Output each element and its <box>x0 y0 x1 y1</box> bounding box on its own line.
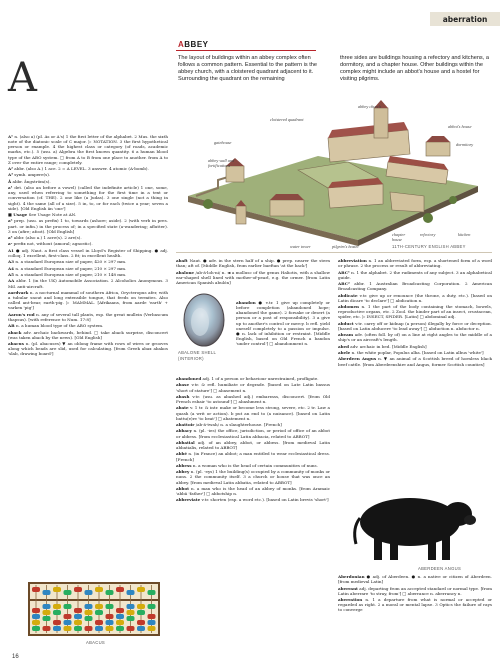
abacus-caption: ABACUS <box>86 640 106 645</box>
abacus-bead <box>53 626 61 631</box>
abacus-bead <box>106 626 114 631</box>
usage-note: ■ Usage See Usage Note at AN. <box>8 212 77 218</box>
abacus-bead <box>43 604 51 609</box>
abacus-bead <box>64 590 72 595</box>
abacus-bead <box>64 626 72 631</box>
abacus-bead <box>116 620 124 625</box>
aberdeen-angus-illustration <box>338 478 488 564</box>
pilgrims-hostel-shape <box>270 200 304 216</box>
abacus-bead <box>95 604 103 609</box>
label-gatehouse: gatehouse <box>214 140 232 145</box>
abacus-bead <box>74 626 82 631</box>
abacus-bead <box>148 620 156 625</box>
water-tower-shape <box>236 206 246 224</box>
label-dormitory: dormitory <box>456 142 474 147</box>
pilgrims-hostel-roof <box>270 194 304 200</box>
abacus-bead <box>43 626 51 631</box>
angus-leg <box>374 536 382 560</box>
abacus-bead <box>32 614 40 619</box>
guide-word: aberration <box>442 14 488 24</box>
entry: aardvark n. a nocturnal mammal of southern Africa, Orycteropus afer, with a tubular snout and long extensible tongue, that feeds on termites. Also called ant-bear, earth-pig. ▷ MAMMAL. [Afrikaans, from aarde 'earth' + varken 'pig'] <box>8 289 168 311</box>
entry: abandoned adj. 1 of a person or behaviour unrestrained, profligate. <box>176 376 319 381</box>
abacus-bead <box>53 604 61 609</box>
abacus-bead <box>95 626 103 631</box>
abacus-bead <box>32 587 40 592</box>
entry: abbatial adj. of an abbey, abbot, or abbess. [from medieval Latin abbatialis, related to ABBOT] <box>176 439 330 450</box>
entry: abdicate v.tr. give up or renounce (the throne, a duty, etc.). [based on Latin dicare 'to declare'] □ abdication n. <box>338 292 492 303</box>
gatehouse-shape <box>226 166 244 182</box>
abbey-intro-left: The layout of buildings within an abbey complex often follows a common pattern. Essential to the pattern is the abbey church, with a cloistered quadrant adjacent to it. Surrounding the quadrant on the remaining <box>178 55 317 82</box>
entry: abbreviation n. 1 an abbreviated form, esp. a shortened form of a word or phrase. 2 the process or result of abbreviating. <box>338 258 492 269</box>
abacus-bead <box>116 614 124 619</box>
abacus-bead <box>106 614 114 619</box>
dictionary-column-2-mid <box>236 300 330 348</box>
entry: A4 n. a standard European size of paper, 210 × 297 mm. <box>8 265 127 271</box>
abacus-bead <box>137 626 145 631</box>
label-abbey-church: abbey church <box>358 104 382 109</box>
dictionary-column-3-bottom <box>338 574 492 614</box>
label-abbots-house: abbot's house <box>448 124 472 129</box>
section-letter: A <box>8 55 37 101</box>
abacus-bead <box>116 608 124 613</box>
entry: Aaron's rod n. any of several tall plants, esp. the great mullein (Verbascum thapsus). [with reference to Num. 17:8] <box>8 311 168 322</box>
abacus-bead <box>43 616 51 621</box>
entry: abaft Naut. ● adv. in the stern half of a ship. ● prep. nearer the stern than; aft of. [Middle English, from earlier baeftan 'at the back'] <box>176 258 330 269</box>
entry: abase v.tr. & refl. humiliate or degrade. [based on Late Latin bassus 'short of stature'] □ abasement n. <box>176 382 330 393</box>
abbey-feature-title <box>178 40 209 49</box>
entry: abacus n. (pl. abacuses) ▼ an oblong frame with rows of wires or grooves along which beads are slid, used for calculating. [from Greek abax abakos 'slab, drawing board'] <box>8 341 168 357</box>
abacus-bead <box>116 626 124 631</box>
abacus-bead <box>85 590 93 595</box>
angus-leg <box>428 536 436 560</box>
abalone-caption: ABALONE SHELL (INTERIOR) <box>178 350 216 361</box>
entry: A3 n. a standard European size of paper, 420 × 297 mm. <box>8 259 127 265</box>
entry: abbreviate v.tr. shorten (esp. a word etc.). [based on Latin brevis 'short'] <box>176 497 329 503</box>
abacus-bead <box>53 610 61 615</box>
abacus-bead <box>127 590 135 595</box>
abacus-bead <box>95 587 103 592</box>
abacus-bead <box>85 616 93 621</box>
label-pilgrims-hostel: pilgrim's hostel <box>332 244 359 249</box>
angus-leg <box>390 538 398 560</box>
entry: abash v.tr. (usu. as abashed adj.) embarrass, disconcert. [from Old French esbair 'to astound'] □ abashment n. <box>176 393 330 404</box>
entry: A¹ n. (also a) (pl. As or A's) 1 the first letter of the alphabet. 2 Mus. the sixth note of the diatonic scale of C major. ▷ NOTATION. 3 the first hypothetical person or example. 4 the highest class or category (of roads, academic marks, etc.). 5 (usu. a) Algebra the first known quantity. 6 a human blood type of the ABO system. □ from A to B from one place to another. from A to Z over the entire range; completely. <box>8 134 168 165</box>
abacus-bead <box>137 620 145 625</box>
abacus-bead <box>127 604 135 609</box>
abbey-illustration <box>178 100 494 248</box>
abacus-bead <box>53 587 61 592</box>
abacus-bead <box>95 610 103 615</box>
entry: aback adv. archaic backwards, behind. □ take aback surprise, disconcert (was taken aback by the news). [Old English] <box>8 329 168 340</box>
guide-word-tab <box>430 12 500 26</box>
abacus-bead <box>32 626 40 631</box>
entry: abbess n. a woman who is the head of certain communities of nuns. <box>176 462 318 468</box>
entry: abbé n. (in France) an abbot; a man entitled to wear ecclesiastical dress. [French] <box>176 451 330 462</box>
abacus-bead <box>116 587 124 592</box>
abalone-shell-illustration <box>178 292 230 348</box>
abacus-bead <box>64 604 72 609</box>
abacus-bead <box>127 610 135 615</box>
entry: Aberdonian ● adj. of Aberdeen. ● n. a native or citizen of Aberdeen. [from medieval Latin] <box>338 574 492 585</box>
abacus-bead <box>85 604 93 609</box>
abbey-title-initial: A <box>178 40 185 49</box>
abbey-title-rest: BBEY <box>184 40 209 49</box>
dictionary-column-2-top <box>176 258 330 286</box>
label-cloistered-quadrant: cloistered quadrant <box>270 117 304 122</box>
abacus-bead <box>137 587 145 592</box>
abacus-bead <box>74 587 82 592</box>
abacus-bead <box>106 590 114 595</box>
abacus-bead <box>148 604 156 609</box>
entry: abed adv. archaic in bed. [Middle English] <box>338 343 427 349</box>
label-chapter-house: chapter house <box>392 232 406 242</box>
entry: abbot n. a man who is the head of an abbey of monks. [from Aramaic 'abbā 'father'] □ abbotship n. <box>176 485 331 496</box>
label-abbey-wall: abbey wall and fortifications <box>208 158 235 168</box>
abacus-bead <box>43 610 51 615</box>
page-header <box>0 0 500 26</box>
abacus-bead <box>137 604 145 609</box>
entry: Aberdeen Angus n. ▼ an animal of a Scottish breed of hornless black beef cattle. [from Aberdeenshire and Angus, former Scottish counties] <box>338 356 492 367</box>
abacus-bead <box>127 626 135 631</box>
entry: a- prefix not, without (amoral; agnostic). <box>8 241 93 247</box>
abacus-bead <box>53 620 61 625</box>
abacus-bead <box>95 620 103 625</box>
abbey-title-rule <box>176 50 316 51</box>
entry: AA abbr. 1 (in the UK) Automobile Association. 2 Alcoholics Anonymous. 3 Mil. anti-aircraft. <box>8 278 168 289</box>
dictionary-column-1 <box>8 134 168 358</box>
label-refectory: refectory <box>420 232 436 237</box>
abbots-house-shape <box>426 142 450 156</box>
entry: a³ abbr. (also a.) 1 acre(s). 2 are(s). <box>8 235 82 241</box>
entry: abalone /ab-ă-loh-ni/ n. ◄ a mollusc of the genus Haliotis, with a shallow ear-shaped shell lined with mother-of-pearl, e.g. the ormer. [from Latin American Spanish abulón] <box>176 269 330 285</box>
label-water-tower: water tower <box>290 244 311 249</box>
abacus-bead <box>74 608 82 613</box>
entry: abduct v.tr. carry off or kidnap (a person) illegally by force or deception. [based on Latin abducere 'to lead away'] □ abduction n. abductor n. <box>338 320 492 331</box>
abbots-house-roof <box>426 136 450 142</box>
abacus-bead <box>85 626 93 631</box>
entry: a² prep. (usu. as prefix) 1 to, towards (ashore; aside). 2 (with verb in pres. part. or infin.) in the process of; in a specified state (a-wandering; aflutter). 3 on (afire; afoot). [Old English] <box>8 218 168 234</box>
entry: A³ symb. ampere(s). <box>8 172 51 178</box>
abacus-bead <box>32 608 40 613</box>
entry: abdomen n. 1 the part of the body containing the stomach, bowels, reproductive organs, etc. 2 Zool. the hinder part of an insect, crustacean, spider, etc. ▷ INSECT, SPIDER. [Latin] □ abdominal adj. <box>338 304 493 320</box>
abacus-bead <box>137 610 145 615</box>
abacus-illustration <box>28 582 160 636</box>
entry: abate v. 1 tr. & intr. make or become less strong, severe, etc. 2 tr. Law a quash (a writ or action). b put an end to (a nuisance). [based on Latin battu(e)re 'to beat'] □ abatement n. <box>176 405 330 421</box>
abacus-bead <box>64 620 72 625</box>
abalone-nacre <box>191 308 209 336</box>
abacus-bead <box>148 590 156 595</box>
entry: ABC² abbr. 1 Australian Broadcasting Corporation. 2 American Broadcasting Company. <box>338 281 492 292</box>
entry: AB n. a human blood type of the ABO system. <box>8 323 104 329</box>
entry: A5 n. a standard European size of paper, 210 × 148 mm. <box>8 272 127 277</box>
abacus-bead <box>32 620 40 625</box>
entry: a¹ det. (also an before a vowel) (called the indefinite article) 1 one, some, any, used when referring to something for the first time in a text or conversation (cf. THE). 2 one like (a Judas). 3 one single (not a thing in sight). 4 the same (all of a size). 5 in, to, or for each (twice a year; seven a side). [Old English ān 'one'] <box>8 185 168 211</box>
entry: A1 ● adj. Naut. a first class vessel in Lloyd's Register of Shipping. ● adj. colloq. 1 excellent, first-class. 2 fit; in excellent health. <box>8 247 168 258</box>
abacus-bead <box>106 620 114 625</box>
angus-leg <box>442 534 450 560</box>
entry: A² abbr. (also A.) 1 ace. 2 = A LEVEL. 3 answer. 4 atomic (A-bomb). <box>8 166 149 172</box>
dictionary-column-2-bottom <box>176 376 330 504</box>
abbey-church-tower <box>374 108 388 138</box>
angus-tail <box>355 518 360 544</box>
abacus-bead <box>148 614 156 619</box>
angus-muzzle <box>464 515 476 525</box>
entry: aberrant adj. departing from an accepted standard or normal type. [from Latin aberrare 'to stray, from'] □ aberrance n. aberrancy n. <box>338 585 492 596</box>
tree-shape <box>423 213 433 223</box>
abacus-bead <box>85 610 93 615</box>
dictionary-column-3-top <box>338 258 492 368</box>
abbey-caption: 11TH-CENTURY ENGLISH ABBEY <box>392 244 466 249</box>
tree-shape <box>449 196 457 204</box>
abbey-intro-right: three sides are buildings housing a refectory and kitchens, a dormitory, and a chapter house. Other buildings within the complex might include an abbot's house and a hostel for visiting pilgrims. <box>340 55 489 82</box>
entry: Å abbr. ångström(s). <box>8 178 51 184</box>
label-kitchen: kitchen <box>458 232 471 237</box>
entry: abbacy n. (pl. -ies) the office, jurisdiction, or period of office of an abbot or abbess. [from ecclesiastical Latin abbacia, related to ABBOT] <box>176 428 330 439</box>
abacus-bead <box>127 616 135 621</box>
abacus-bead <box>74 620 82 625</box>
abacus-bead <box>43 590 51 595</box>
tree-shape <box>203 199 213 209</box>
abacus-bead <box>106 604 114 609</box>
abacus-bead <box>64 614 72 619</box>
page-number: 16 <box>12 654 19 660</box>
abacus-bead <box>74 614 82 619</box>
entry: abbey n. (pl. -eys) 1 the building(s) occupied by a community of monks or nuns. 2 the community itself. 3 a church or house that was once an abbey. [from medieval Latin abbatia, related to ABBOT] <box>176 469 330 485</box>
angus-caption: ABERDEEN ANGUS <box>418 566 462 571</box>
refectory-shape <box>328 184 383 208</box>
entry: abandon ● v.tr. 1 give up completely or before completion (abandoned hope; abandoned the game). 2 forsake or desert (a person or a post of responsibility). 3 a give up to another's control or mercy. b refl. yield oneself completely to a passion or impulse. ● n. lack of inhibition or restraint. [Middle English, based on Old French a bandon 'under control'] □ abandonment n. <box>236 300 330 347</box>
entry: abele n. the white poplar, Populus alba. [based on Latin albus 'white'] <box>338 350 484 355</box>
abacus-bead <box>148 626 156 631</box>
feature-divider <box>176 252 492 253</box>
entry: abeam adv. (often foll. by of) on a line at right angles to the middle of a ship's or an aircraft's length. <box>338 332 492 343</box>
entry: aberration n. 1 a departure from what is normal or accepted or regarded as right. 2 a moral or mental lapse. 3 Optics the failure of rays to converge <box>338 597 492 613</box>
entry: ABC¹ n. 1 the alphabet. 2 the rudiments of any subject. 3 an alphabetical guide. <box>338 269 492 280</box>
entry: abattoir /ab-ă-twah/ n. a slaughterhouse. [French] <box>176 422 282 427</box>
